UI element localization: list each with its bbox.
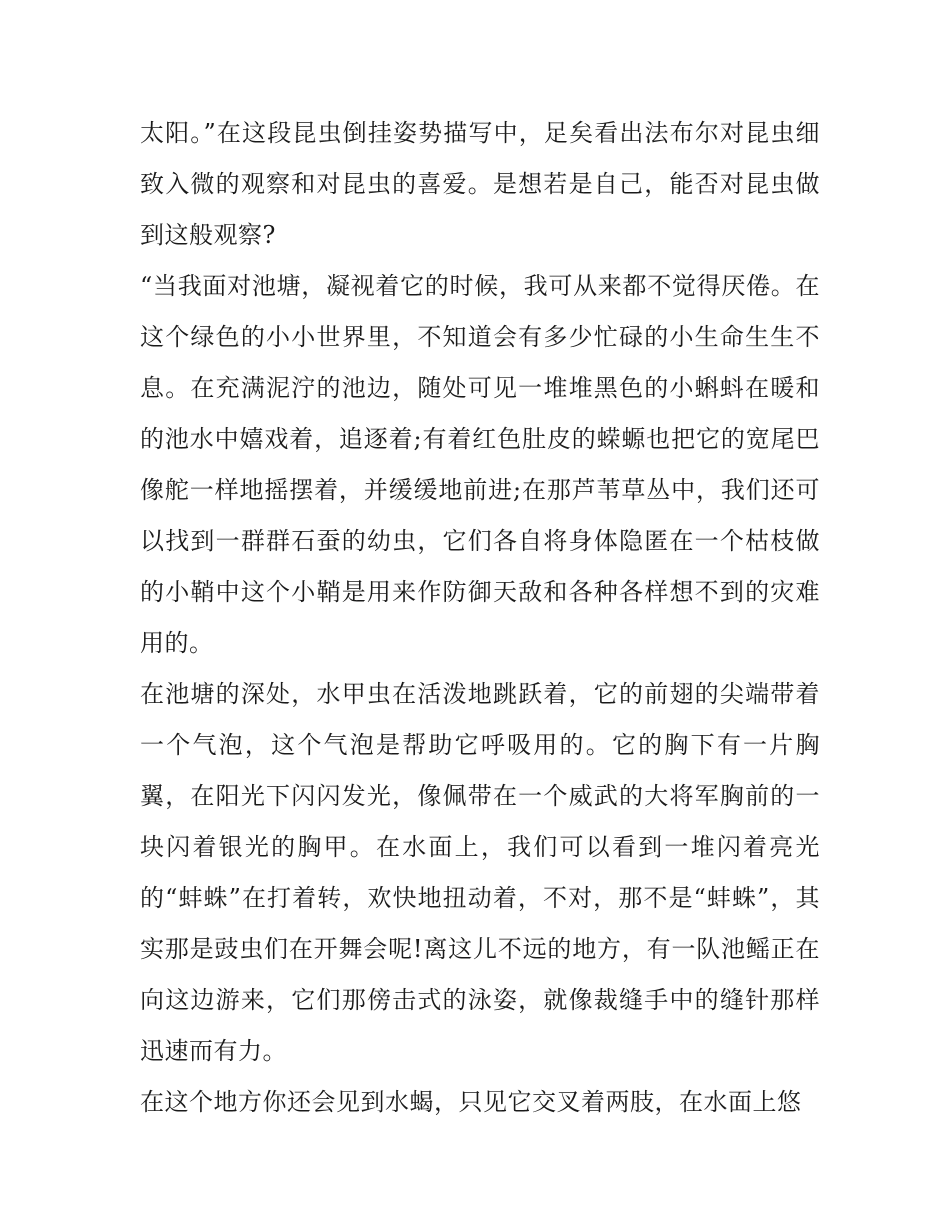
paragraph-1: 太阳。”在这段昆虫倒挂姿势描写中，足矣看出法布尔对昆虫细致入微的观察和对昆虫的喜爱。是想若是自己，能否对昆虫做到这般观察? [140,119,820,249]
paragraph-2: “当我面对池塘，凝视着它的时候，我可从来都不觉得厌倦。在这个绿色的小小世界里，不知道会有多少忙碌的小生命生生不息。在充满泥泞的池边，随处可见一堆堆黑色的小蝌蚪在暖和的池水中嬉戏着，追逐着;有着红色肚皮的蝾螈也把它的宽尾巴像舵一样地摇摆着，并缓缓地前进;在那芦苇草丛中，我们还可以找到一群群石蚕的幼虫，它们各自将身体隐匿在一个枯枝做的小鞘中这个小鞘是用来作防御天敌和各种各样想不到的灾难用的。 [140,272,820,657]
paragraph-3: 在池塘的深处，水甲虫在活泼地跳跃着，它的前翅的尖端带着一个气泡，这个气泡是帮助它呼吸用的。它的胸下有一片胸翼，在阳光下闪闪发光，像佩带在一个威武的大将军胸前的一块闪着银光的胸甲。在水面上，我们可以看到一堆闪着亮光的“蚌蛛”在打着转，欢快地扭动着，不对，那不是“蚌蛛”，其实那是豉虫们在开舞会呢!离这儿不远的地方，有一队池鳐正在向这边游来，它们那傍击式的泳姿，就像裁缝手中的缝针那样迅速而有力。 [140,680,820,1065]
document-body [140,108,820,1128]
paragraph-4: 在这个地方你还会见到水蝎，只见它交叉着两肢，在水面上悠 [140,1088,802,1116]
